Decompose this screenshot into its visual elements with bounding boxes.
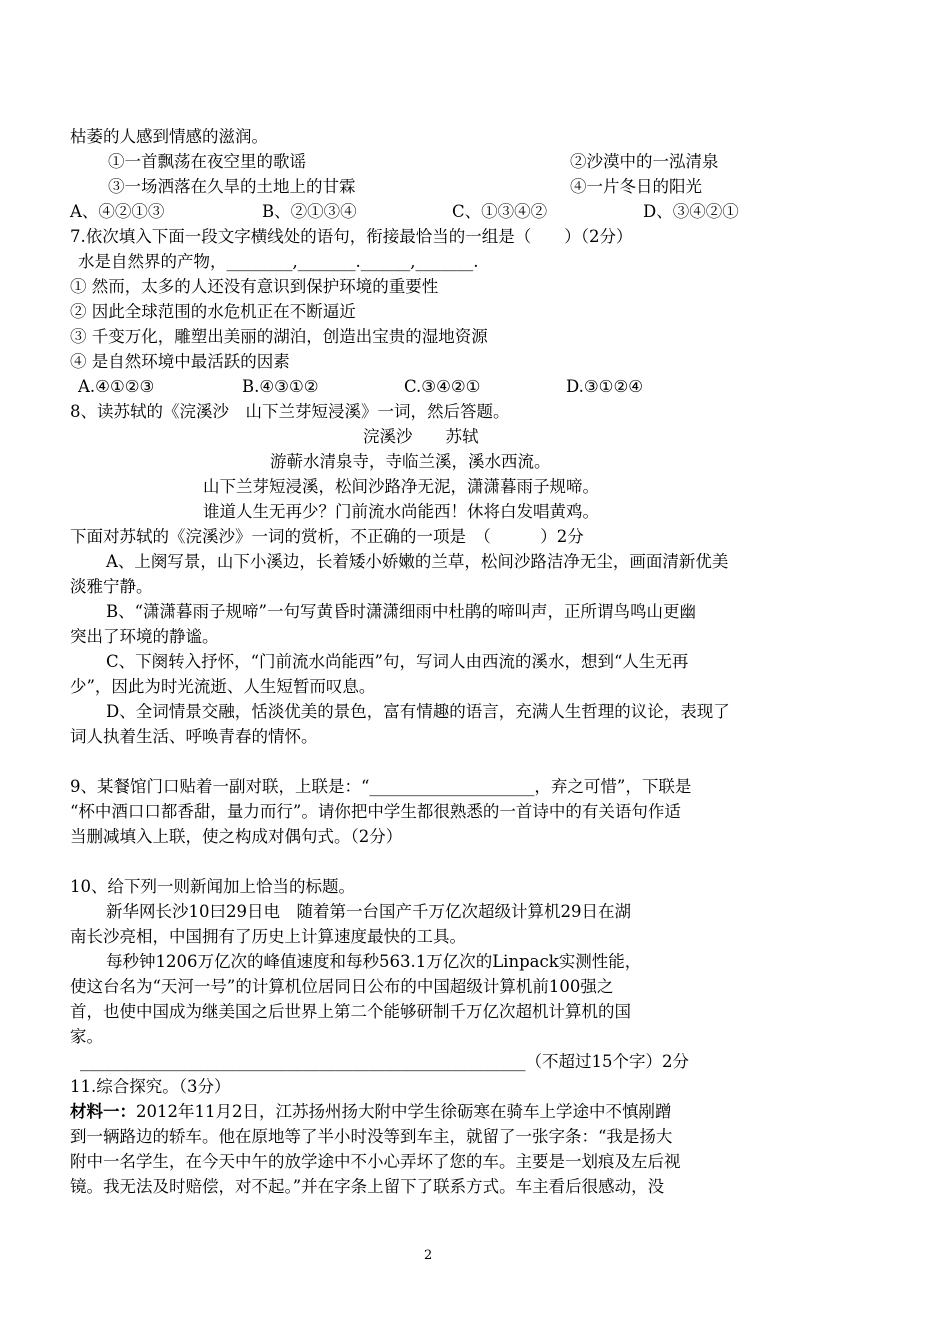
poem-title: 浣溪沙 苏轼 xyxy=(363,427,479,446)
text-line: 淡雅宁静。 xyxy=(70,577,153,596)
option-item: ③ 千变万化，雕塑出美丽的湖泊，创造出宝贵的湿地资源 xyxy=(70,327,488,346)
option-item: ② 因此全球范围的水危机正在不断逼近 xyxy=(70,302,356,321)
text-line: 家。 xyxy=(70,1027,103,1046)
answer-blank: ______________________________________________________（不超过15个字）2分 xyxy=(80,1052,689,1071)
text-line: 每秒钟1206万亿次的峰值速度和每秒563.1万亿次的Linpack实测性能， xyxy=(106,952,642,971)
question-8: 8、读苏轼的《浣溪沙 山下兰芽短浸溪》一词，然后答题。 xyxy=(70,402,510,421)
text-line: 当删减填入上联，使之构成对偶句式。（2分） xyxy=(70,827,403,846)
text-line: 首，也使中国成为继美国之后世界上第二个能够研制千万亿次超机计算机的国 xyxy=(70,1002,631,1021)
answer-choice: A.④①②③ xyxy=(78,377,155,396)
text-line: C、下阕转入抒怀，“门前流水尚能西”句，写词人由西流的溪水，想到“人生无再 xyxy=(106,652,689,671)
question-7: 7.依次填入下面一段文字横线处的语句，衔接最恰当的一组是（ ）（2分） xyxy=(70,227,633,246)
answer-choice: A、④②①③ xyxy=(70,202,165,221)
text-line: 水是自然界的产物，________,_______.______,_______. xyxy=(78,252,479,271)
option-item: ① 然而，太多的人还没有意识到保护环境的重要性 xyxy=(70,277,439,296)
text-line: 使这台名为“天河一号”的计算机位居同日公布的中国超级计算机前100强之 xyxy=(70,977,614,996)
text-line: B、“潇潇暮雨子规啼”一句写黄昏时潇潇细雨中杜鹃的啼叫声，正所谓鸟鸣山更幽 xyxy=(106,602,696,621)
text-line: 新华网长沙10曰29日电 随着第一台国产千万亿次超级计算机29日在湖 xyxy=(106,902,631,921)
text-line: 镜。我无法及时赔偿，对不起。”并在字条上留下了联系方式。车主看后很感动，没 xyxy=(70,1177,665,1196)
poem-line: 游蕲水清泉寺，寺临兰溪，溪水西流。 xyxy=(270,452,551,471)
question-11: 11.综合探究。（3分） xyxy=(70,1077,231,1096)
text-line: A、上阕写景，山下小溪边，长着矮小娇嫩的兰草，松间沙路洁净无尘，画面清新优美 xyxy=(106,552,729,571)
answer-choice: D、③④②① xyxy=(643,202,739,221)
material-text: 2012年11月2日，江苏扬州扬大附中学生徐砺寒在骑车上学途中不慎剐蹭 xyxy=(136,1102,672,1121)
poem-line: 山下兰芽短浸溪，松间沙路净无泥，潇潇暮雨子规啼。 xyxy=(203,477,599,496)
text-line: 少”，因此为时光流逝、人生短暂而叹息。 xyxy=(70,677,376,696)
material-label: 材料一： xyxy=(70,1102,136,1121)
question-9: 9、某餐馆门口贴着一副对联，上联是：“____________________，弃之可惜”，下联是 xyxy=(70,777,692,796)
answer-choice: C、①③④② xyxy=(452,202,548,221)
text-line: D、全词情景交融，恬淡优美的景色，富有情趣的语言，充满人生哲理的议论，表现了 xyxy=(106,702,730,721)
answer-choice: C.③④②① xyxy=(404,377,481,396)
option-item: ②沙漠中的一泓清泉 xyxy=(570,152,719,171)
option-item: ④ 是自然环境中最活跃的因素 xyxy=(70,352,290,371)
poem-line: 谁道人生无再少？门前流水尚能西！休将白发唱黄鸡。 xyxy=(203,502,599,521)
option-item: ④一片冬日的阳光 xyxy=(570,177,702,196)
answer-choice: D.③①②④ xyxy=(566,377,644,396)
text-line: 南长沙亮相，中国拥有了历史上计算速度最快的工具。 xyxy=(70,927,466,946)
answer-choice: B.④③①② xyxy=(242,377,319,396)
question-10: 10、给下列一则新闻加上恰当的标题。 xyxy=(70,877,355,896)
text-line: 枯萎的人感到情感的滋润。 xyxy=(70,127,268,146)
text-line: 到一辆路边的轿车。他在原地等了半小时没等到车主，就留了一张字条：“我是扬大 xyxy=(70,1127,673,1146)
answer-choice: B、②①③④ xyxy=(262,202,357,221)
material-line xyxy=(70,1101,672,1123)
text-line: 附中一名学生，在今天中午的放学途中不小心弄坏了您的车。主要是一划痕及左后视 xyxy=(70,1152,681,1171)
option-item: ③一场洒落在久旱的土地上的甘霖 xyxy=(108,177,356,196)
text-line: “杯中酒口口都香甜，量力而行”。请你把中学生都很熟悉的一首诗中的有关语句作适 xyxy=(70,802,681,821)
text-line: 突出了环境的静谧。 xyxy=(70,627,219,646)
text-line: 词人执着生活、呼唤青春的情怀。 xyxy=(70,727,318,746)
option-item: ①一首飘荡在夜空里的歌谣 xyxy=(108,152,306,171)
page-number: 2 xyxy=(424,1248,433,1263)
text-line: 下面对苏轼的《浣溪沙》一词的赏析，不正确的一项是 （ ）2分 xyxy=(70,527,584,546)
